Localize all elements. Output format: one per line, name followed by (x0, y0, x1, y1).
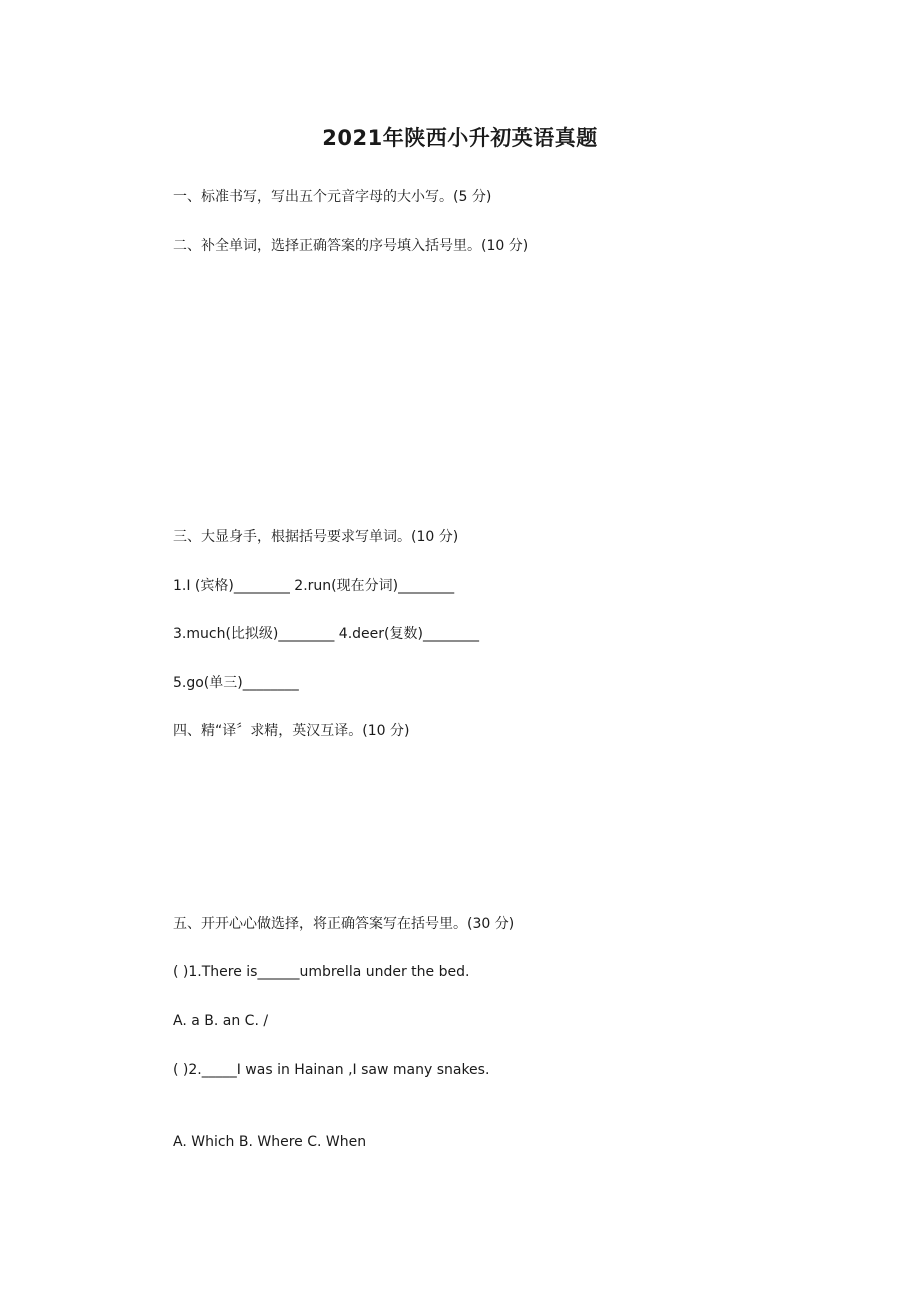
section-2-heading: 二、补全单词，选择正确答案的序号填入括号里。(10 分) (173, 238, 529, 254)
options-line: A. Which B. Where C. When (173, 1134, 367, 1150)
section-5-heading: 五、开开心心做选择，将正确答案写在括号里。(30 分) (173, 916, 515, 932)
options-line: A. a B. an C. / (173, 1013, 269, 1029)
section-3-heading: 三、大显身手，根据括号要求写单词。(10 分) (173, 529, 459, 545)
question-line: ( )2._____I was in Hainan ,I saw many snakes. (173, 1062, 490, 1078)
question-line: 5.go(单三)________ (173, 675, 299, 691)
section-4-heading: 四、精“译〞求精，英汉互译。(10 分) (173, 723, 410, 739)
document-title: 2021年陕西小升初英语真题 (322, 126, 598, 150)
question-line: 1.I (宾格)________ 2.run(现在分词)________ (173, 578, 455, 594)
question-line: ( )1.There is______umbrella under the bed. (173, 964, 470, 980)
section-1-heading: 一、标准书写，写出五个元音字母的大小写。(5 分) (173, 189, 492, 205)
question-line: 3.much(比拟级)________ 4.deer(复数)________ (173, 626, 479, 642)
